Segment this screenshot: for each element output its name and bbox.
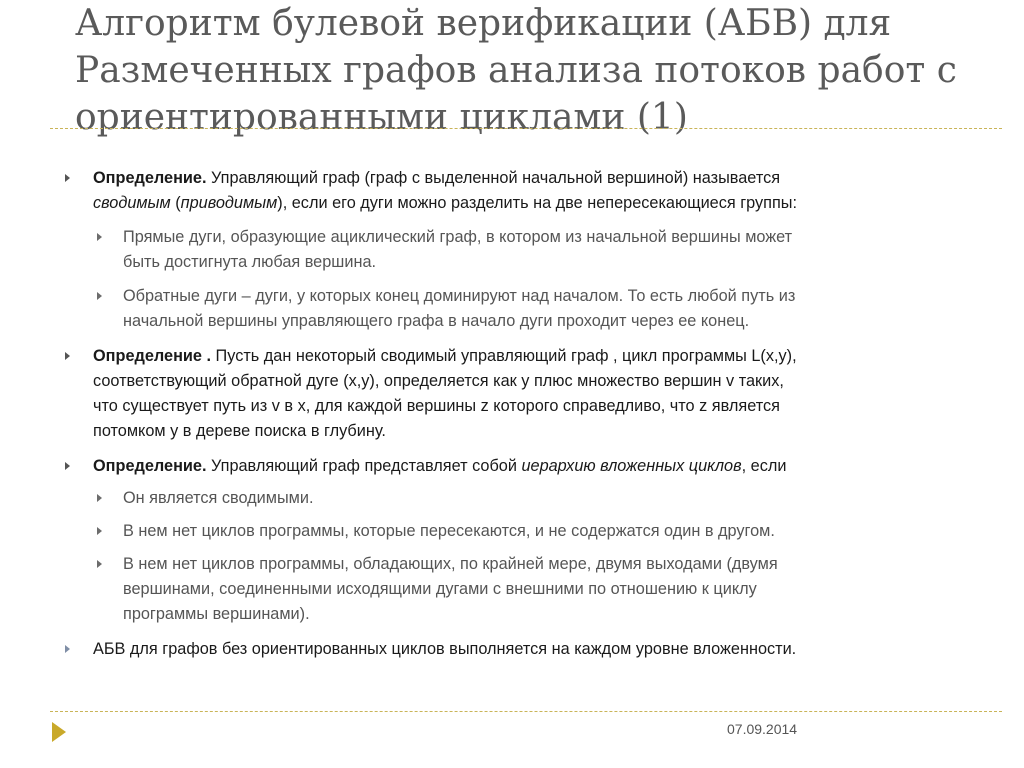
subbullet-back-arcs [123,284,795,334]
bullet-arrow-icon [65,645,70,653]
subbullet-no-intersecting-loops [123,519,775,544]
emphasis-text: иерархию вложенных циклов [521,457,742,475]
definition-label: Определение. [93,169,207,187]
bullet-definition-loop [93,344,797,444]
bullet-arrow-icon [65,462,70,470]
bullet-line: Он является сводимыми. [123,489,314,507]
bullet-line: потомком y в дереве поиска в глубину. [93,422,386,440]
bullet-line: начальной вершины управляющего графа в начало дуги проходит через ее конец. [123,312,750,330]
emphasis-text: приводимым [180,194,278,212]
bullet-line: вершинами, соединенными исходящими дугами с внешними по отношению к циклу [123,580,757,598]
subbullet-no-multi-exit-loops [123,552,778,627]
bullet-definition-reducible [93,166,797,216]
bullet-arrow-icon [65,174,70,182]
subbullet-forward-arcs [123,225,792,275]
bullet-definition-hierarchy [93,454,786,479]
footer-divider [50,711,1002,712]
bullet-arrow-icon [97,560,102,568]
subbullet-reducible [123,486,313,511]
bullet-line: быть достигнута любая вершина. [123,253,377,271]
bullet-line [93,166,797,191]
bullet-text: ( [170,194,181,212]
bullet-text: , если [741,457,787,475]
bullet-line: АБВ для графов без ориентированных циклов выполняется на каждом уровне вложенности. [93,640,797,658]
bullet-arrow-icon [97,292,102,300]
bullet-arrow-icon [97,527,102,535]
definition-label: Определение . [93,347,212,365]
bullet-line: Прямые дуги, образующие ациклический граф, в котором из начальной вершины может [123,228,793,246]
bullet-line: В нем нет циклов программы, обладающих, по крайней мере, двумя выходами (двумя [123,555,778,573]
bullet-line: соответствующий обратной дуге (x,y), определяется как y плюс множество вершин v таких, [93,372,784,390]
bullet-arrow-icon [97,494,102,502]
title-line-2: Размеченных графов анализа потоков работ с [75,50,957,91]
bullet-text: Пусть дан некоторый сводимый управляющий граф , цикл программы L(x,y), [211,347,797,365]
bullet-arrow-icon [97,233,102,241]
bullet-line [93,191,797,216]
bullet-line: В нем нет циклов программы, которые пересекаются, и не содержатся один в другом. [123,522,775,540]
emphasis-text: сводимым [93,194,171,212]
footer-triangle-icon [52,722,66,742]
title-line-3: ориентированными циклами (1) [75,97,688,138]
bullet-text: ), если его дуги можно разделить на две непересекающиеся группы: [277,194,798,212]
bullet-line [93,454,786,479]
bullet-text: Управляющий граф представляет собой [206,457,522,475]
definition-label: Определение. [93,457,207,475]
footer-date: 07.09.2014 [727,721,798,737]
bullet-line: программы вершинами). [123,605,310,623]
bullet-line: что существует путь из v в x, для каждой вершины z которого справедливо, что z является [93,397,780,415]
bullet-line [93,344,797,369]
bullet-abv-nesting [93,637,796,662]
bullet-line: Обратные дуги – дуги, у которых конец доминируют над началом. То есть любой путь из [123,287,796,305]
title-line-1: Алгоритм булевой верификации (АБВ) для [75,3,892,44]
bullet-arrow-icon [65,352,70,360]
bullet-text: Управляющий граф (граф с выделенной начальной вершиной) называется [206,169,781,187]
